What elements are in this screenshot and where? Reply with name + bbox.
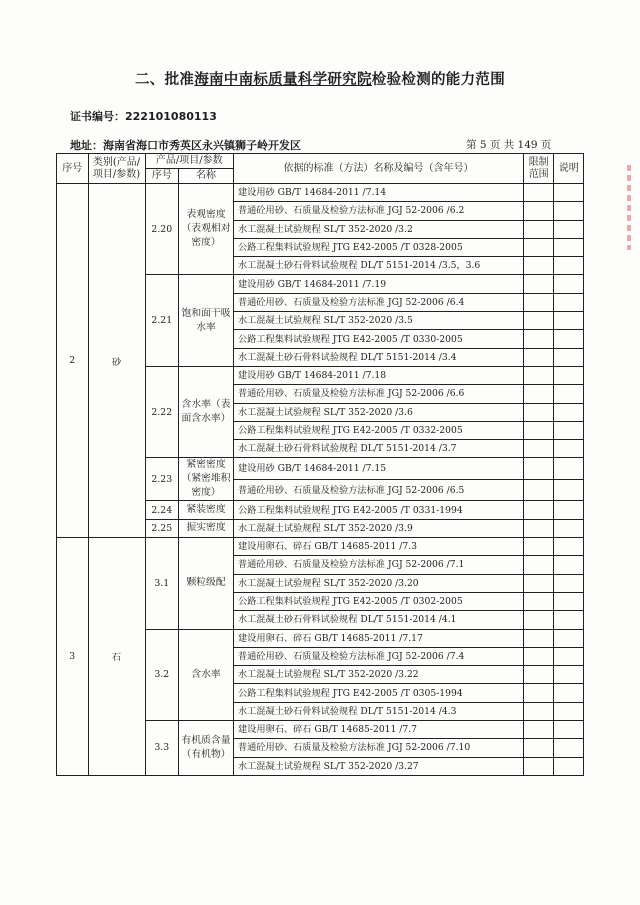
standard-cell: 水工混凝土砂石骨料试验规程 DL/T 5151-2014 /3.4 xyxy=(234,348,524,366)
limit-cell xyxy=(523,403,554,421)
note-cell xyxy=(554,629,584,647)
header-seq: 序号 xyxy=(57,154,89,184)
limit-cell xyxy=(523,479,554,501)
limit-cell xyxy=(523,629,554,647)
limit-cell xyxy=(523,666,554,684)
page-number: 第 5 页 共 149 页 xyxy=(466,139,552,151)
note-cell xyxy=(554,238,584,256)
standard-cell: 水工混凝土试验规程 SL/T 352-2020 /3.9 xyxy=(234,519,524,537)
note-cell xyxy=(554,275,584,293)
group-seq: 2 xyxy=(57,184,89,538)
table-body xyxy=(57,184,584,776)
standard-cell: 水工混凝土试验规程 SL/T 352-2020 /3.6 xyxy=(234,403,524,421)
limit-cell xyxy=(523,330,554,348)
note-cell xyxy=(554,440,584,458)
limit-cell xyxy=(523,721,554,739)
standard-cell: 水工混凝土试验规程 SL/T 352-2020 /3.20 xyxy=(234,574,524,592)
standard-cell: 公路工程集料试验规程 JTG E42-2005 /T 0331-1994 xyxy=(234,501,524,519)
note-cell xyxy=(554,403,584,421)
header-limit: 限制范围 xyxy=(523,154,554,184)
standard-cell: 建设用卵石、碎石 GB/T 14685-2011 /7.3 xyxy=(234,538,524,556)
note-cell xyxy=(554,366,584,384)
note-cell xyxy=(554,421,584,439)
title-suffix: 检验检测的能力范围 xyxy=(371,72,505,88)
note-cell xyxy=(554,538,584,556)
item-name: 紧装密度 xyxy=(179,501,234,519)
limit-cell xyxy=(523,275,554,293)
standard-cell: 普通砼用砂、石质量及检验方法标准 JGJ 52-2006 /7.4 xyxy=(234,647,524,665)
certificate-number: 证书编号：222101080113 xyxy=(70,110,217,123)
standard-cell: 水工混凝土砂石骨料试验规程 DL/T 5151-2014 /4.1 xyxy=(234,611,524,629)
standard-cell: 公路工程集料试验规程 JTG E42-2005 /T 0330-2005 xyxy=(234,330,524,348)
note-cell xyxy=(554,348,584,366)
header-category: 类别(产品/项目/参数) xyxy=(88,154,145,184)
item-name: 含水率 xyxy=(179,629,234,720)
limit-cell xyxy=(523,739,554,757)
header-name: 名称 xyxy=(179,169,234,184)
item-number: 2.20 xyxy=(145,184,179,275)
note-cell xyxy=(554,458,584,480)
limit-cell xyxy=(523,238,554,256)
standard-cell: 普通砼用砂、石质量及检验方法标准 JGJ 52-2006 /7.10 xyxy=(234,739,524,757)
note-cell xyxy=(554,202,584,220)
note-cell xyxy=(554,312,584,330)
note-cell xyxy=(554,220,584,238)
standard-cell: 水工混凝土砂石骨料试验规程 DL/T 5151-2014 /3.5，3.6 xyxy=(234,257,524,275)
limit-cell xyxy=(523,592,554,610)
item-number: 3.2 xyxy=(145,629,179,720)
standard-cell: 普通砼用砂、石质量及检验方法标准 JGJ 52-2006 /7.1 xyxy=(234,556,524,574)
note-cell xyxy=(554,293,584,311)
limit-cell xyxy=(523,366,554,384)
header-row-1 xyxy=(57,154,584,169)
note-cell xyxy=(554,574,584,592)
standard-cell: 水工混凝土试验规程 SL/T 352-2020 /3.27 xyxy=(234,757,524,775)
standard-cell: 公路工程集料试验规程 JTG E42-2005 /T 0302-2005 xyxy=(234,592,524,610)
limit-cell xyxy=(523,538,554,556)
note-cell xyxy=(554,666,584,684)
limit-cell xyxy=(523,202,554,220)
standard-cell: 普通砼用砂、石质量及检验方法标准 JGJ 52-2006 /6.4 xyxy=(234,293,524,311)
limit-cell xyxy=(523,385,554,403)
standard-cell: 水工混凝土砂石骨料试验规程 DL/T 5151-2014 /3.7 xyxy=(234,440,524,458)
header-note: 说明 xyxy=(554,154,584,184)
item-name: 含水率（表面含水率） xyxy=(179,366,234,457)
note-cell xyxy=(554,330,584,348)
limit-cell xyxy=(523,348,554,366)
item-number: 3.1 xyxy=(145,538,179,629)
standard-cell: 建设用砂 GB/T 14684-2011 /7.19 xyxy=(234,275,524,293)
group-seq: 3 xyxy=(57,538,89,776)
standard-cell: 建设用砂 GB/T 14684-2011 /7.18 xyxy=(234,366,524,384)
item-number: 2.21 xyxy=(145,275,179,366)
item-name: 表观密度（表观相对密度） xyxy=(179,184,234,275)
limit-cell xyxy=(523,257,554,275)
page-title xyxy=(0,68,640,89)
standard-cell: 普通砼用砂、石质量及检验方法标准 JGJ 52-2006 /6.6 xyxy=(234,385,524,403)
standard-cell: 建设用卵石、碎石 GB/T 14685-2011 /7.17 xyxy=(234,629,524,647)
standard-cell: 水工混凝土试验规程 SL/T 352-2020 /3.22 xyxy=(234,666,524,684)
title-prefix: 二、批准 xyxy=(134,72,195,88)
header-product-group: 产品/项目/参数 xyxy=(145,154,234,169)
item-name: 振实密度 xyxy=(179,519,234,537)
table-row xyxy=(57,184,584,202)
limit-cell xyxy=(523,647,554,665)
standard-cell: 建设用卵石、碎石 GB/T 14685-2011 /7.7 xyxy=(234,721,524,739)
group-category: 砂 xyxy=(88,184,145,538)
standard-cell: 水工混凝土砂石骨料试验规程 DL/T 5151-2014 /4.3 xyxy=(234,702,524,720)
item-number: 2.22 xyxy=(145,366,179,457)
seal-stamp-edge xyxy=(627,165,631,250)
table-row xyxy=(57,538,584,556)
note-cell xyxy=(554,702,584,720)
item-name: 有机质含量（有机物） xyxy=(179,721,234,776)
item-name: 紧密密度（紧密堆积密度） xyxy=(179,458,234,501)
note-cell xyxy=(554,556,584,574)
item-number: 2.25 xyxy=(145,519,179,537)
note-cell xyxy=(554,611,584,629)
capability-table xyxy=(56,153,584,776)
standard-cell: 普通砼用砂、石质量及检验方法标准 JGJ 52-2006 /6.5 xyxy=(234,479,524,501)
note-cell xyxy=(554,684,584,702)
standard-cell: 建设用砂 GB/T 14684-2011 /7.15 xyxy=(234,458,524,480)
limit-cell xyxy=(523,440,554,458)
standard-cell: 建设用砂 GB/T 14684-2011 /7.14 xyxy=(234,184,524,202)
note-cell xyxy=(554,519,584,537)
item-number: 3.3 xyxy=(145,721,179,776)
standard-cell: 公路工程集料试验规程 JTG E42-2005 /T 0332-2005 xyxy=(234,421,524,439)
limit-cell xyxy=(523,757,554,775)
header-standard: 依据的标准（方法）名称及编号（含年号） xyxy=(234,154,524,184)
limit-cell xyxy=(523,702,554,720)
standard-cell: 水工混凝土试验规程 SL/T 352-2020 /3.5 xyxy=(234,312,524,330)
limit-cell xyxy=(523,220,554,238)
limit-cell xyxy=(523,421,554,439)
note-cell xyxy=(554,385,584,403)
note-cell xyxy=(554,257,584,275)
item-name: 饱和面干吸水率 xyxy=(179,275,234,366)
limit-cell xyxy=(523,312,554,330)
title-organization: 海南中南标质量科学研究院 xyxy=(194,72,372,88)
limit-cell xyxy=(523,611,554,629)
limit-cell xyxy=(523,519,554,537)
standard-cell: 公路工程集料试验规程 JTG E42-2005 /T 0305-1994 xyxy=(234,684,524,702)
note-cell xyxy=(554,184,584,202)
standard-cell: 公路工程集料试验规程 JTG E42-2005 /T 0328-2005 xyxy=(234,238,524,256)
standard-cell: 普通砼用砂、石质量及检验方法标准 JGJ 52-2006 /6.2 xyxy=(234,202,524,220)
note-cell xyxy=(554,479,584,501)
note-cell xyxy=(554,757,584,775)
limit-cell xyxy=(523,574,554,592)
limit-cell xyxy=(523,458,554,480)
note-cell xyxy=(554,739,584,757)
header-sub-seq: 序号 xyxy=(145,169,179,184)
group-category: 石 xyxy=(88,538,145,776)
limit-cell xyxy=(523,184,554,202)
item-name: 颗粒级配 xyxy=(179,538,234,629)
limit-cell xyxy=(523,556,554,574)
item-number: 2.23 xyxy=(145,458,179,501)
standard-cell: 水工混凝土试验规程 SL/T 352-2020 /3.2 xyxy=(234,220,524,238)
note-cell xyxy=(554,647,584,665)
note-cell xyxy=(554,721,584,739)
note-cell xyxy=(554,592,584,610)
limit-cell xyxy=(523,293,554,311)
limit-cell xyxy=(523,501,554,519)
note-cell xyxy=(554,501,584,519)
item-number: 2.24 xyxy=(145,501,179,519)
address: 地址：海南省海口市秀英区永兴镇狮子岭开发区 xyxy=(70,139,301,152)
limit-cell xyxy=(523,684,554,702)
